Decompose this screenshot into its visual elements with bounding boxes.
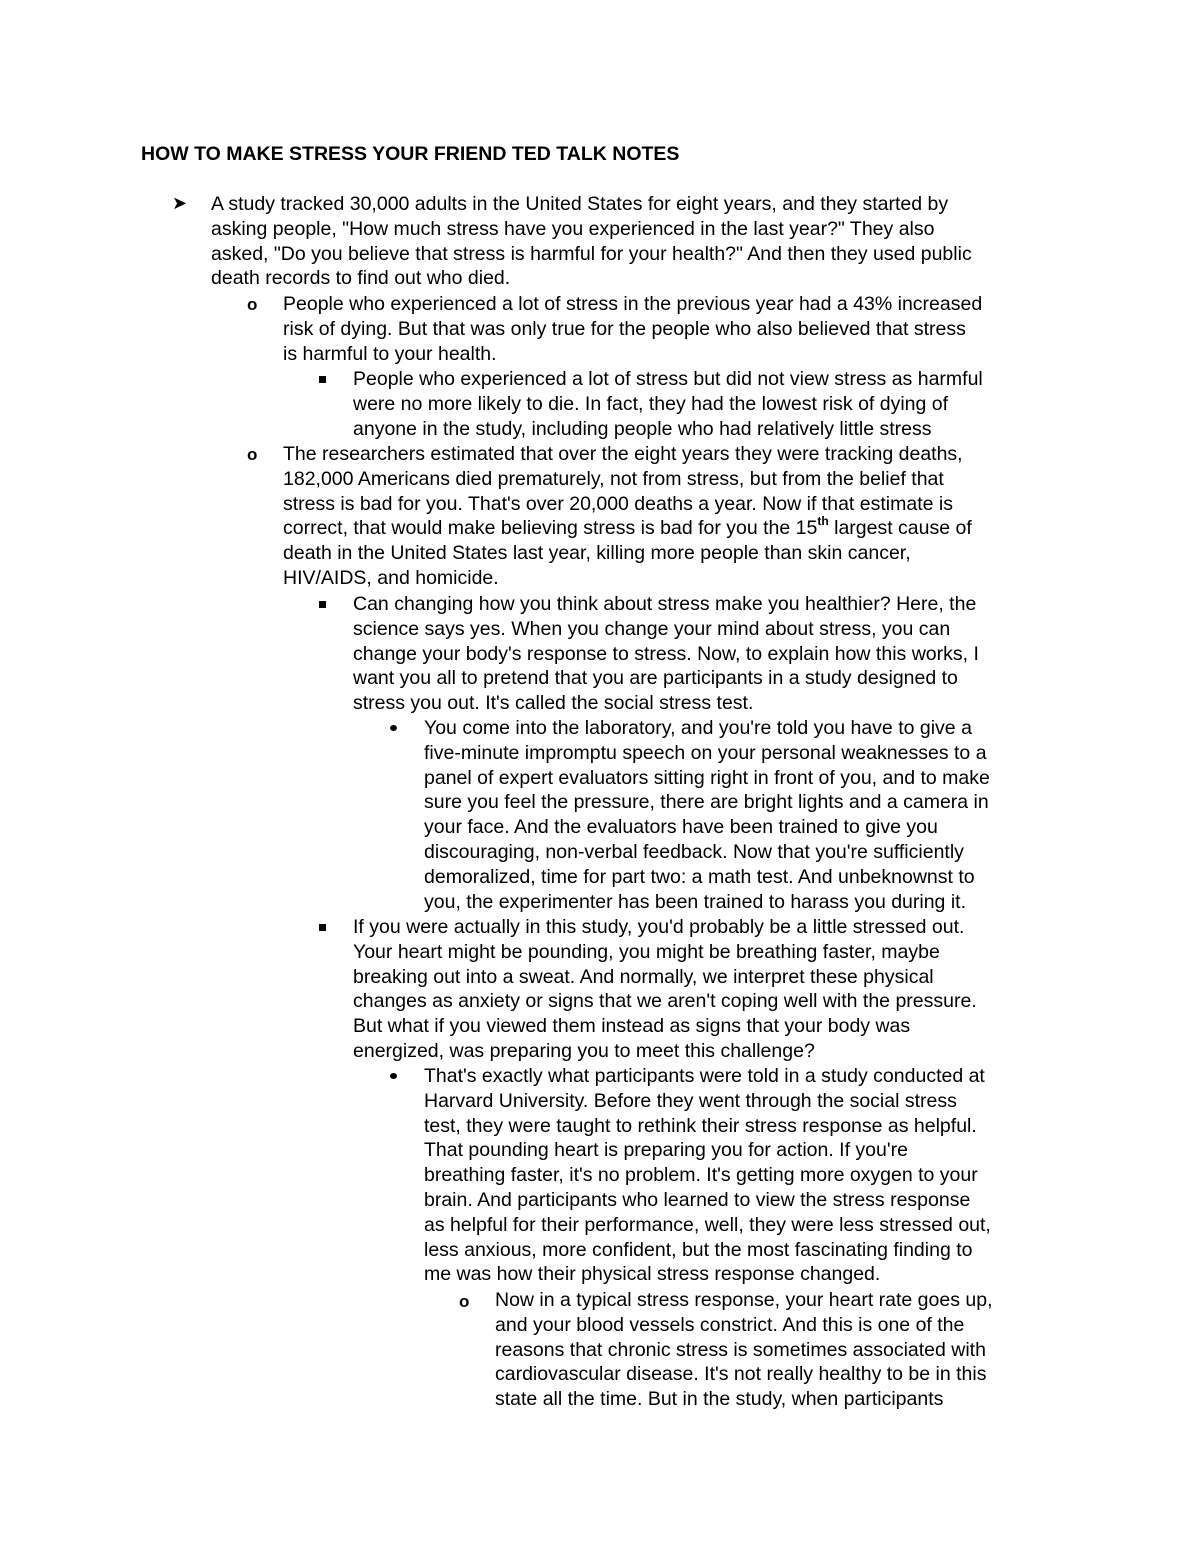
text-line: If you were actually in this study, you'd probably be a little stressed out. [353, 916, 965, 938]
text-line: A study tracked 30,000 adults in the United States for eight years, and they started by [211, 193, 949, 215]
text-line: You come into the laboratory, and you're told you have to give a [424, 717, 972, 739]
text-line: less anxious, more confident, but the most fascinating finding to [424, 1238, 973, 1261]
text-line-end: largest cause of [828, 517, 972, 540]
square-bullet-icon [319, 601, 326, 608]
square-bullet-icon [319, 376, 326, 383]
list-item-level-2 [283, 442, 972, 591]
text-line: breaking out into a sweat. And normally, we interpret these physical [353, 965, 934, 988]
text-line: want you all to pretend that you are participants in a study designed to [353, 667, 958, 690]
text-line: But what if you viewed them instead as signs that your body was [353, 1015, 911, 1038]
text-line: reasons that chronic stress is sometimes associated with [495, 1338, 986, 1361]
text-line: death in the United States last year, killing more people than skin cancer, [283, 542, 911, 565]
circle-bullet-icon: o [459, 1292, 470, 1311]
list-item-level-5 [495, 1288, 993, 1412]
text-line: change your body's response to stress. Now, to explain how this works, I [353, 642, 979, 665]
text-line-start: correct, that would make believing stress is bad for you the 15 [283, 517, 818, 540]
text-line: stress is bad for you. That's over 20,000 deaths a year. Now if that estimate is [283, 492, 953, 515]
list-item-level-4 [424, 716, 990, 914]
text-line: stress you out. It's called the social stress test. [353, 692, 754, 715]
text-line: risk of dying. But that was only true for the people who also believed that stress [283, 317, 966, 340]
text-line: That's exactly what participants were told in a study conducted at [424, 1065, 985, 1087]
text-line: as helpful for their performance, well, they were less stressed out, [424, 1213, 991, 1236]
text-line: changes as anxiety or signs that we aren't coping well with the pressure. [353, 990, 977, 1013]
text-line: anyone in the study, including people who had relatively little stress [353, 417, 932, 440]
text-line: Now in a typical stress response, your heart rate goes up, [495, 1289, 993, 1311]
text-line: panel of expert evaluators sitting right in front of you, and to make [424, 766, 990, 789]
text-line: Your heart might be pounding, you might be breathing faster, maybe [353, 940, 940, 963]
text-line: discouraging, non-verbal feedback. Now that you're sufficiently [424, 840, 964, 863]
text-line: sure you feel the pressure, there are bright lights and a camera in [424, 791, 989, 814]
text-line: Can changing how you think about stress make you healthier? Here, the [353, 593, 977, 615]
text-line: energized, was preparing you to meet this challenge? [353, 1039, 815, 1062]
text-line: me was how their physical stress response changed. [424, 1263, 881, 1286]
document-title: HOW TO MAKE STRESS YOUR FRIEND TED TALK NOTES [141, 143, 680, 165]
text-line: science says yes. When you change your mind about stress, you can [353, 617, 951, 640]
text-line: HIV/AIDS, and homicide. [283, 566, 499, 589]
text-line: you, the experimenter has been trained to harass you during it. [424, 890, 966, 913]
text-line: your face. And the evaluators have been trained to give you [424, 816, 938, 839]
text-line: 182,000 Americans died prematurely, not from stress, but from the belief that [283, 467, 944, 490]
circle-bullet-icon: o [247, 295, 258, 314]
list-item-level-3 [353, 367, 983, 441]
text-line: brain. And participants who learned to view the stress response [424, 1188, 971, 1211]
text-line: five-minute impromptu speech on your personal weaknesses to a [424, 741, 987, 764]
text-line: People who experienced a lot of stress in the previous year had a 43% increased [283, 293, 983, 315]
superscript-ordinal: th [817, 513, 829, 528]
list-item-level-2 [283, 292, 982, 366]
dot-bullet-icon [390, 725, 397, 731]
text-line: demoralized, time for part two: a math test. And unbeknownst to [424, 865, 975, 888]
text-line: That pounding heart is preparing you for action. If you're [424, 1139, 908, 1162]
dot-bullet-icon [390, 1073, 397, 1079]
list-item-level-4 [424, 1064, 991, 1287]
list-item-level-1 [211, 192, 972, 291]
list-item-level-3 [353, 915, 977, 1064]
circle-bullet-icon: o [247, 445, 258, 464]
text-line: were no more likely to die. In fact, they had the lowest risk of dying of [353, 392, 949, 415]
text-line: and your blood vessels constrict. And this is one of the [495, 1313, 965, 1336]
list-item-level-3 [353, 592, 979, 716]
text-line: death records to find out who died. [211, 267, 511, 290]
text-line [283, 513, 972, 541]
text-line: The researchers estimated that over the eight years they were tracking deaths, [283, 443, 963, 465]
square-bullet-icon [319, 924, 326, 931]
text-line: Harvard University. Before they went through the social stress [424, 1089, 957, 1112]
text-line: test, they were taught to rethink their stress response as helpful. [424, 1114, 977, 1137]
text-line: state all the time. But in the study, when participants [495, 1388, 944, 1411]
text-line: People who experienced a lot of stress but did not view stress as harmful [353, 368, 983, 390]
text-line: cardiovascular disease. It's not really healthy to be in this [495, 1363, 987, 1386]
text-line: is harmful to your health. [283, 342, 497, 365]
text-line: asked, "Do you believe that stress is harmful for your health?" And then they used public [211, 242, 972, 265]
arrow-bullet-icon: ➤ [172, 193, 188, 214]
text-line: asking people, "How much stress have you experienced in the last year?" They also [211, 217, 935, 240]
text-line: breathing faster, it's no problem. It's getting more oxygen to your [424, 1164, 978, 1187]
